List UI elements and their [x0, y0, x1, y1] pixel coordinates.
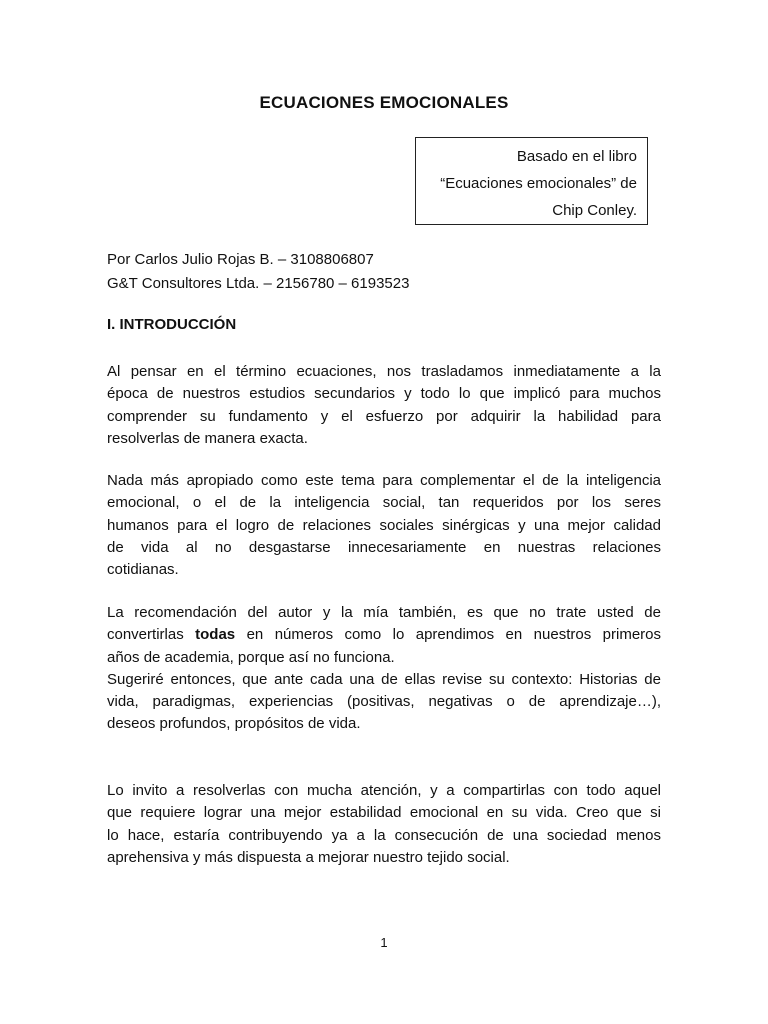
paragraph-line: de vida al no desgastarse innecesariamente en nuestras relaciones: [107, 538, 661, 556]
company-line: G&T Consultores Ltda. – 2156780 – 6193523: [107, 275, 410, 292]
paragraph-line: años de academia, porque así no funciona.: [107, 648, 395, 666]
paragraph: [107, 361, 661, 450]
source-quote-box: [415, 137, 648, 225]
paragraph-line: aprehensiva y más dispuesta a mejorar nuestro tejido social.: [107, 848, 510, 866]
author-block: [107, 248, 409, 296]
paragraph-line: Lo invito a resolverlas con mucha atención, y a compartirlas con todo aquel: [107, 782, 661, 799]
line-text: en números como lo aprendimos en nuestros primeros: [235, 626, 661, 644]
paragraph-line: época de nuestros estudios secundarios y todo lo que implicó para muchos: [107, 385, 661, 403]
quote-line: “Ecuaciones emocionales” de: [440, 175, 637, 192]
paragraph-line: Sugeriré entonces, que ante cada una de ellas revise su contexto: Historias de: [107, 670, 661, 688]
paragraph-line: La recomendación del autor y la mía también, es que no trate usted de: [107, 604, 661, 621]
paragraph-line: deseos profundos, propósitos de vida.: [107, 715, 361, 733]
paragraph-line: emocional, o el de la inteligencia social, tan requeridos por los seres: [107, 494, 661, 512]
paragraph-line: vida, paradigmas, experiencias (positivas, negativas o de aprendizaje…),: [107, 693, 661, 711]
paragraph-line: cotidianas.: [107, 561, 179, 579]
document-title: ECUACIONES EMOCIONALES: [259, 93, 509, 112]
emphasis-text: todas: [195, 626, 236, 644]
section-heading: I. INTRODUCCIÓN: [107, 316, 237, 333]
paragraph-line: [107, 624, 661, 646]
paragraph-line: resolverlas de manera exacta.: [107, 429, 308, 447]
paragraph-line: Nada más apropiado como este tema para complementar el de la inteligencia: [107, 472, 661, 489]
paragraph-line: Al pensar en el término ecuaciones, nos trasladamos inmediatamente a la: [107, 363, 661, 380]
paragraph: [107, 780, 661, 869]
page-number: 1: [380, 935, 388, 950]
paragraph-line: comprender su fundamento y el esfuerzo por adquirir la habilidad para: [107, 407, 661, 425]
author-line: Por Carlos Julio Rojas B. – 3108806807: [107, 251, 374, 268]
line-text: convertirlas: [107, 626, 196, 644]
paragraph-line: que requiere lograr una mejor estabilidad emocional en su vida. Creo que si: [107, 804, 661, 822]
quote-line: Chip Conley.: [552, 202, 637, 219]
paragraph: [107, 602, 661, 736]
paragraph-line: lo hace, estaría contribuyendo ya a la consecución de una sociedad menos: [107, 826, 661, 844]
paragraph-line: humanos para el logro de relaciones sociales sinérgicas y una mejor calidad: [107, 516, 661, 534]
quote-line: Basado en el libro: [516, 148, 637, 165]
paragraph: [107, 470, 661, 581]
